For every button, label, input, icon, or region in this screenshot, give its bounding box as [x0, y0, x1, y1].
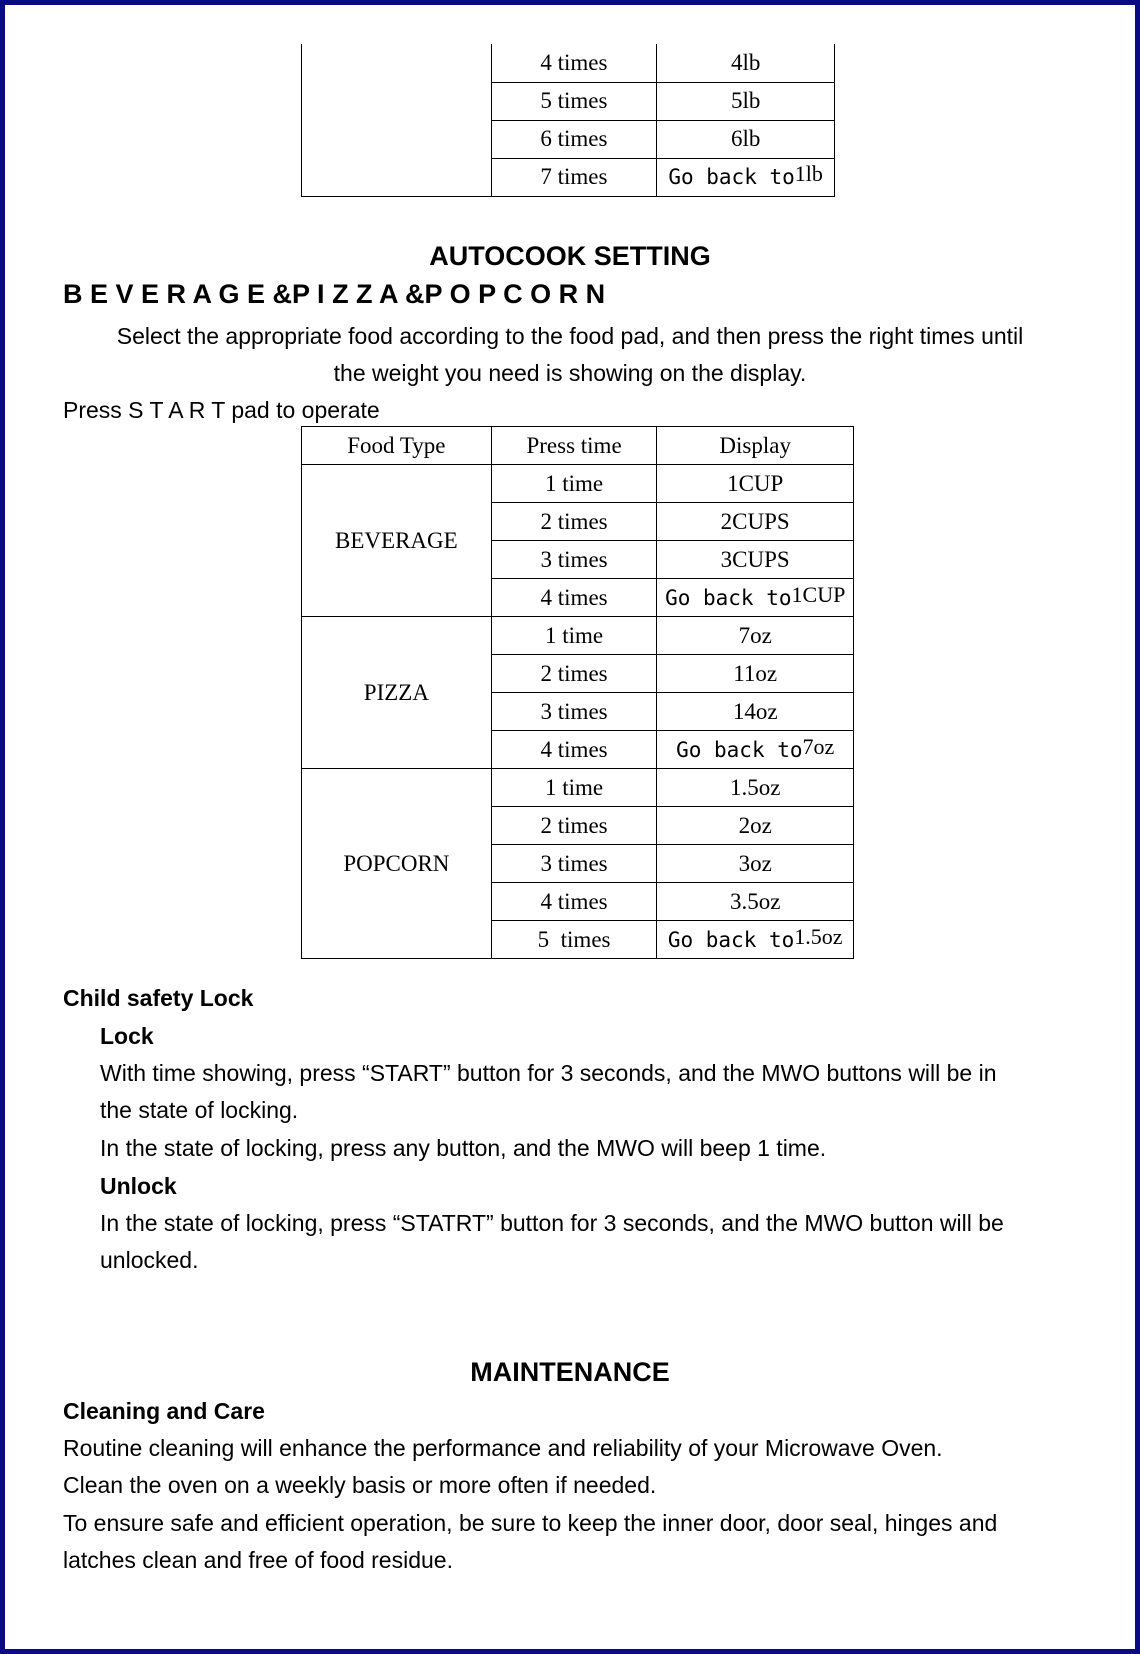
press-cell: 2 times	[491, 655, 657, 693]
autocook-title: AUTOCOOK SETTING	[429, 241, 711, 271]
display-cell: 3CUPS	[657, 541, 854, 579]
press-cell: 5 times	[491, 921, 657, 959]
go-back-value: 1CUP	[791, 581, 846, 607]
press-cell: 3 times	[491, 845, 657, 883]
go-back-value: 1.5oz	[794, 923, 843, 949]
press-cell: 2 times	[491, 807, 657, 845]
press-cell: 3 times	[491, 541, 657, 579]
go-back-text: Go back to	[667, 927, 795, 952]
go-back-text: Go back to	[676, 737, 803, 762]
display-cell: 14oz	[657, 693, 854, 731]
display-cell: 1.5oz	[657, 769, 854, 807]
cleaning-care-heading: Cleaning and Care	[63, 1398, 265, 1424]
maintenance-text-3: To ensure safe and efficient operation, be sure to keep the inner door, door seal, hinges and	[63, 1510, 998, 1536]
autocook-instruction-1: Select the appropriate food according to the food pad, and then press the right times until	[116, 323, 1024, 349]
unlock-text-2: unlocked.	[100, 1247, 199, 1273]
autocook-subtitle: B E V E R A G E &P I Z Z A &P O P C O R N	[63, 279, 606, 309]
display-cell: 3.5oz	[657, 883, 854, 921]
header-food-type: Food Type	[302, 427, 492, 465]
press-cell: 4 times	[491, 579, 657, 617]
food-cell-pizza: PIZZA	[302, 617, 492, 769]
maintenance-text-1: Routine cleaning will enhance the performance and reliability of your Microwave Oven.	[63, 1435, 943, 1461]
empty-food-cell	[302, 44, 492, 196]
header-display: Display	[657, 427, 854, 465]
maintenance-text-2: Clean the oven on a weekly basis or more often if needed.	[63, 1472, 657, 1498]
display-cell: 11oz	[657, 655, 854, 693]
lock-text-3: In the state of locking, press any button, and the MWO will beep 1 time.	[100, 1135, 827, 1161]
weight-continuation-table	[301, 44, 835, 197]
display-cell: 7oz	[657, 617, 854, 655]
go-back-value: 7oz	[802, 733, 835, 759]
food-cell-beverage: BEVERAGE	[302, 465, 492, 617]
lock-heading: Lock	[100, 1023, 154, 1049]
display-cell: 4lb	[657, 44, 835, 82]
display-cell: 1CUP	[657, 465, 854, 503]
display-cell	[657, 158, 835, 196]
table-row	[302, 44, 835, 82]
press-start-text: Press S T A R T pad to operate	[63, 397, 380, 423]
press-cell: 1 time	[491, 465, 657, 503]
press-cell: 4 times	[491, 731, 657, 769]
press-cell: 4 times	[491, 44, 657, 82]
header-press-time: Press time	[491, 427, 657, 465]
maintenance-text-4: latches clean and free of food residue.	[63, 1547, 453, 1573]
go-back-value: 1lb	[794, 161, 823, 186]
press-cell: 6 times	[491, 120, 657, 158]
table-header-row	[302, 427, 854, 465]
press-cell: 5 times	[491, 82, 657, 120]
display-cell: 3oz	[657, 845, 854, 883]
display-cell	[657, 579, 854, 617]
press-cell: 2 times	[491, 503, 657, 541]
press-cell: 1 time	[491, 617, 657, 655]
display-cell: 2oz	[657, 807, 854, 845]
display-cell: 5lb	[657, 82, 835, 120]
lock-text-1: With time showing, press “START” button for 3 seconds, and the MWO buttons will be in	[100, 1060, 997, 1086]
table-row	[302, 617, 854, 655]
food-cell-popcorn: POPCORN	[302, 769, 492, 959]
unlock-text-1: In the state of locking, press “STATRT” button for 3 seconds, and the MWO button will be	[100, 1210, 1004, 1236]
table-row	[302, 769, 854, 807]
press-cell: 7 times	[491, 158, 657, 196]
lock-text-2: the state of locking.	[100, 1097, 299, 1123]
go-back-text: Go back to	[665, 585, 792, 610]
press-cell: 1 time	[491, 769, 657, 807]
autocook-food-table	[301, 426, 854, 959]
display-cell	[657, 731, 854, 769]
display-cell: 2CUPS	[657, 503, 854, 541]
go-back-text: Go back to	[668, 165, 795, 189]
table-row	[302, 465, 854, 503]
press-cell: 3 times	[491, 693, 657, 731]
press-cell: 4 times	[491, 883, 657, 921]
display-cell	[657, 921, 854, 959]
unlock-heading: Unlock	[100, 1173, 177, 1199]
autocook-instruction-2: the weight you need is showing on the display.	[333, 360, 807, 386]
child-lock-title: Child safety Lock	[63, 985, 254, 1011]
display-cell: 6lb	[657, 120, 835, 158]
maintenance-title: MAINTENANCE	[470, 1357, 670, 1387]
